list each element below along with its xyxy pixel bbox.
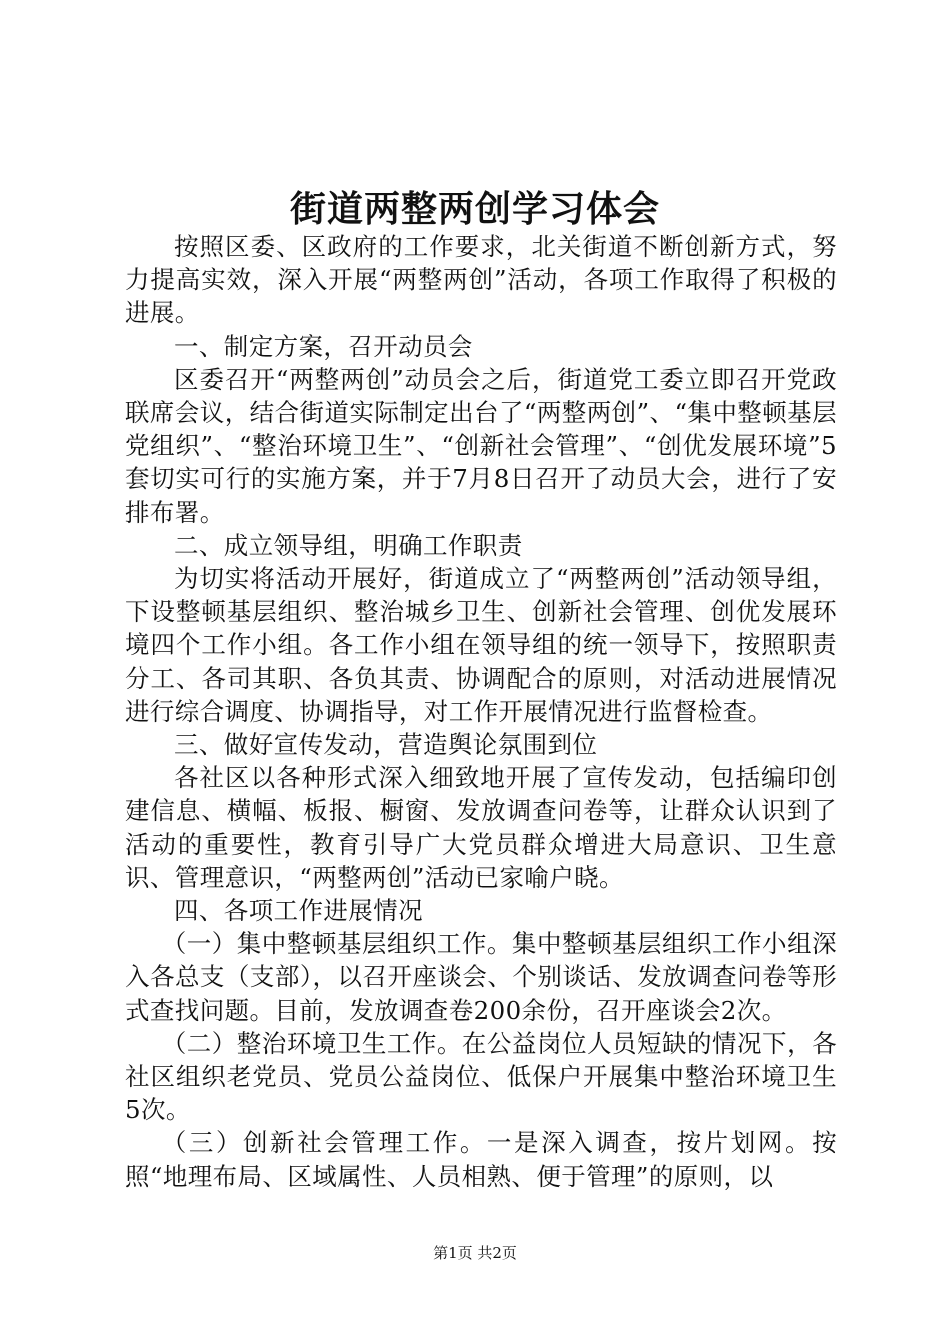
section-heading-3: 三、做好宣传发动，营造舆论氛围到位 [174,730,598,760]
section-heading-4: 四、各项工作进展情况 [174,896,423,926]
section-heading-2: 二、成立领导组，明确工作职责 [174,530,523,560]
page-number: 第1页 共2页 [433,1244,517,1262]
paragraph-subsection-1: （一）集中整顿基层组织工作。集中整顿基层组织工作小组深入各总支（支部），以召开座谈会、个别谈话、发放调查问卷等形式查找问题。目前，发放调查卷200余份，召开座谈会2次。 [125,929,837,1025]
paragraph-section-1: 区委召开“两整两创”动员会之后，街道党工委立即召开党政联席会议，结合街道实际制定出台了“两整两创”、“集中整顿基层党组织”、“整治环境卫生”、“创新社会管理”、“创优发展环境”5套切实可行的实施方案，并于7月8日召开了动员大会，进行了安排布署。 [125,364,837,527]
document-body [125,230,837,1193]
document-title: 街道两整两创学习体会 [289,188,660,230]
paragraph-intro: 按照区委、区政府的工作要求，北关街道不断创新方式，努力提高实效，深入开展“两整两创”活动，各项工作取得了积极的进展。 [125,232,837,328]
section-heading-1: 一、制定方案，召开动员会 [174,331,473,361]
paragraph-section-2: 为切实将活动开展好，街道成立了“两整两创”活动领导组，下设整顿基层组织、整治城乡卫生、创新社会管理、创优发展环境四个工作小组。各工作小组在领导组的统一领导下，按照职责分工、各司其职、各负其责、协调配合的原则，对活动进展情况进行综合调度、协调指导，对工作开展情况进行监督检查。 [125,564,837,726]
paragraph-subsection-2: （二）整治环境卫生工作。在公益岗位人员短缺的情况下，各社区组织老党员、党员公益岗位、低保户开展集中整治环境卫生5次。 [125,1028,837,1125]
paragraph-subsection-3: （三）创新社会管理工作。一是深入调查，按片划网。按照“地理布局、区域属性、人员相熟、便于管理”的原则，以 [125,1128,837,1191]
paragraph-section-3: 各社区以各种形式深入细致地开展了宣传发动，包括编印创建信息、横幅、板报、橱窗、发放调查问卷等，让群众认识到了活动的重要性，教育引导广大党员群众增进大局意识、卫生意识、管理意识，“两整两创”活动已家喻户晓。 [125,763,837,892]
